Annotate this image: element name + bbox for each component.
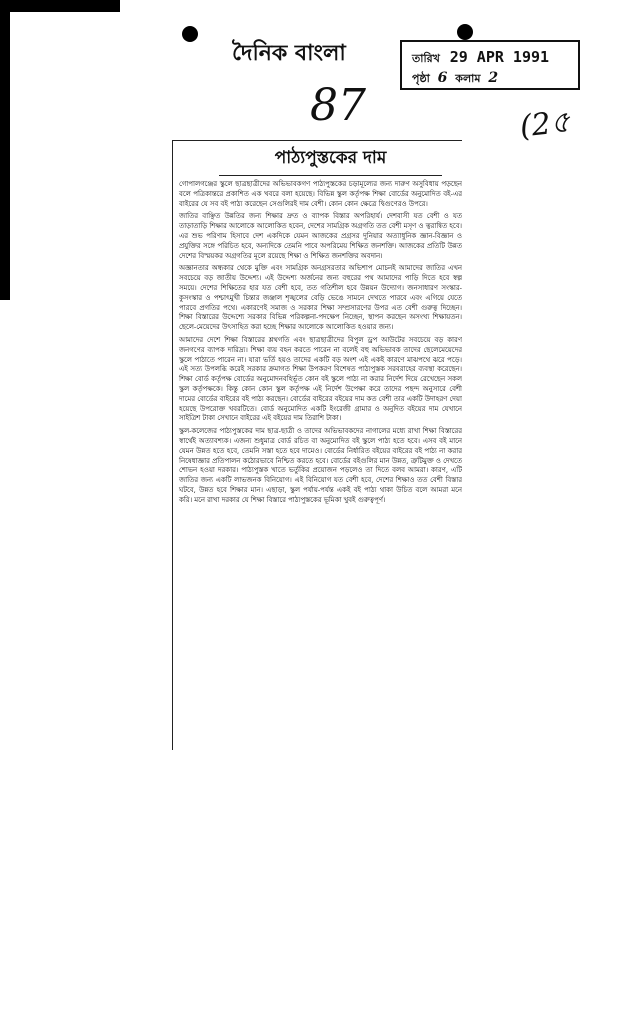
punch-hole-right xyxy=(457,24,473,40)
handwritten-number: 87 xyxy=(310,80,366,131)
newspaper-clipping xyxy=(172,140,462,750)
article-paragraph: আমাদের দেশে শিক্ষা বিস্তারের শ্লথগতি এবং ছাত্রছাত্রীদের বিপুল ড্রপ আউটের সবচেয়ে বড় কারণ জনগণের ব্যাপক দারিদ্র্য। শিক্ষা ব্যয় বহন করতে পারেন না বলেই বহু অভিভাবক তাদের ছেলেমেয়েদের স্কুলে পাঠাতে পারেন না। যারা ভর্তি হয়ও তাদের একটি বড় অংশ এই একই কারণে মাঝপথে ঝরে পড়ে। এই সত্য উপলব্ধি করেই সরকার ক্রমাগত শিক্ষা উপকরণ বিশেষত পাঠ্যপুস্তক সরবরাহের ব্যবস্থা করেছেন। শিক্ষা বোর্ড কর্তৃপক্ষ বোর্ডের অনুমোদনবহির্ভূত কোন বই স্কুলে পাঠ্য না করার নির্দেশ দিয়ে রেখেছেন সকল স্কুল কর্তৃপক্ষকে। কিন্তু কোন কোন স্কুল কর্তৃপক্ষ এই নির্দেশ উপেক্ষা করে তাদের পছন্দ অনুসারে বেশী দামের বোর্ডের বাইরের বই পাঠ্য করছেন। বোর্ডের বাইরের বইয়ের দাম কত বেশী তার একটি উদাহরণ দেয়া হয়েছে উপরোক্ত খবরটিতে। বোর্ড অনুমোদিত একটি ইংরেজী গ্রামার ও অনুদিত বইয়ের দাম যেখানে সাইত্রিশ টাকা সেখানে বাইরের এই বইয়ের দাম তিরাশি টাকা। xyxy=(179,335,462,423)
newspaper-name: দৈনিক বাংলা xyxy=(232,40,346,66)
article-paragraph: অজ্ঞানতার অন্ধকার থেকে মুক্তি এবং সামগ্রিক অনগ্রসরতার অভিশাপ মোচনই আমাদের জাতির এখন সবচেয়ে বড় জাতীয় উদ্দেশ্য। এই উদ্দেশ্য অর্জনের জন্য বহুরের পথ আমাদের পাড়ি দিতে হবে স্বল্প সময়ে। দেশের শিক্ষিতের হার যত বেশী হবে, তত গতিশীল হবে উন্নয়ন উদ্যোগ। জনসাধারণ সংস্কার-কুসংস্কার ও পশ্চাৎমুখী চিন্তার জঞ্জাল শৃঙ্খলের বেড়ি ভেঙে সামনে দেখতে পারবে এবং এগিয়ে যেতে পারবে প্রগতির পথে। একারণেই সমাজ ও সরকার শিক্ষা সম্প্রসারণের উপর এত বেশী গুরুত্ব দিচ্ছেন। শিক্ষা বিস্তারের উদ্দেশ্যে সরকার বিভিন্ন পরিকল্পনা-পদক্ষেপ নিচ্ছেন, স্থাপন করছেন অসংখ্য শিক্ষায়তন। ছেলে-মেয়েদের উৎসাহিত করা হচ্ছে শিক্ষার আলোকে আলোকিত হওয়ার জন্য। xyxy=(179,264,462,332)
stamp-page-label: পৃষ্ঠা xyxy=(412,72,430,85)
stamp-column-value: 2 xyxy=(488,70,499,86)
article-paragraph: স্কুল-কলেজের পাঠ্যপুস্তকের দাম ছাত্র-ছাত্রী ও তাদের অভিভাবকদের নাগালের মধ্যে রাখা শিক্ষা বিস্তারের স্বার্থেই অত্যাবশ্যক। এজন্য শুধুমাত্র বোর্ড রচিত বা অনুমোদিত বই স্কুলে পাঠ্য হতে হবে। এসব বই মানে যেমন উন্নত হতে হবে, তেমনি সস্তা হতে হবে দামেও। বোর্ডের নির্ধারিত বইয়ের বাইরের বই পাঠ্য না করার নিষেধাজ্ঞার প্রতিপালন কঠোরভাবে নিশ্চিত করতে হবে। বোর্ডের বইগুলির মান উন্নত, ত্রুটিমুক্ত ও দেখতে শোভন হওয়া দরকার। পাঠ্যপুস্তক খাতে ভর্তুকির প্রয়োজন পড়লেও তা দিতে বলব আমরা। কারণ, এটি জাতির জন্য একটি লাভজনক বিনিয়োগ। এই বিনিয়োগ যত বেশী হবে, দেশের শিক্ষাও তত বেশী বিস্তার ঘটবে, উন্নত হবে শিক্ষার মান। এছাড়া, স্কুল পর্যায়-পর্যন্ত একই বই পাঠ্য থাকা উচিত বলে আমরা মনে করি। মনে রাখা দরকার যে শিক্ষা বিস্তারে পাঠ্যপুস্তকের ভূমিকা খুবই গুরুত্বপূর্ণ। xyxy=(179,427,462,504)
article-paragraph: গোপালগঞ্জের স্কুলে ছাত্রছাত্রীদের অভিভাবকগণ পাঠ্যপুস্তকের চড়ামূল্যের জন্য দারুণ অসুবিধায় পড়ছেন বলে পত্রিকান্তরে প্রকাশিত এক খবরে বলা হয়েছে। বিভিন্ন স্কুল কর্তৃপক্ষ শিক্ষা বোর্ডের অনুমোদিত বই-এর বাইরের যে সব বই পাঠ্য করেছেন সেগুলিরই দাম বেশী। কোন কোন ক্ষেত্রে দ্বিগুণেরও উপরে। xyxy=(179,180,462,208)
stamp-date-row xyxy=(412,48,549,69)
stamp-date-label: তারিখ xyxy=(412,52,440,65)
article-paragraph: জাতির বাঞ্ছিত উন্নতির জন্য শিক্ষার দ্রুত ও ব্যাপক বিস্তার অপরিহার্য। দেশবাসী যত বেশী ও যত তাড়াতাড়ি শিক্ষার আলোকে আলোকিত হবেন, দেশের সামগ্রিক অগ্রগতি তত বেশী মসৃণ ও ত্বরান্বিত হবে। এর শুভ পরিণাম হিসাবে দেশ একদিকে যেমন আজকের প্রগ্রসর দুনিয়ার অত্যাধুনিক জ্ঞান-বিজ্ঞান ও প্রযুক্তির সঙ্গে পরিচিত হবে, অন্যদিকে তেমনি পাবে অপরিমেয় শিক্ষিত জনশক্তি। আজকের প্রতিটি উন্নত দেশের বিস্ময়কর অগ্রগতির মূলে রয়েছে শিক্ষা ও শিক্ষিত জনশক্তির অবদান। xyxy=(179,212,462,260)
stamp-page-row xyxy=(412,70,502,89)
punch-hole-left xyxy=(182,26,198,42)
article-title: পাঠ্যপুস্তকের দাম xyxy=(219,145,442,176)
stamp-date-value: 29 APR 1991 xyxy=(449,48,550,66)
date-stamp xyxy=(400,40,580,90)
stamp-page-value: 6 xyxy=(437,70,448,86)
scan-edge-shadow xyxy=(0,0,10,300)
handwritten-code: (2৫ xyxy=(518,104,572,145)
stamp-column-label: কলাম xyxy=(455,72,481,85)
scan-corner-shadow xyxy=(0,0,120,12)
